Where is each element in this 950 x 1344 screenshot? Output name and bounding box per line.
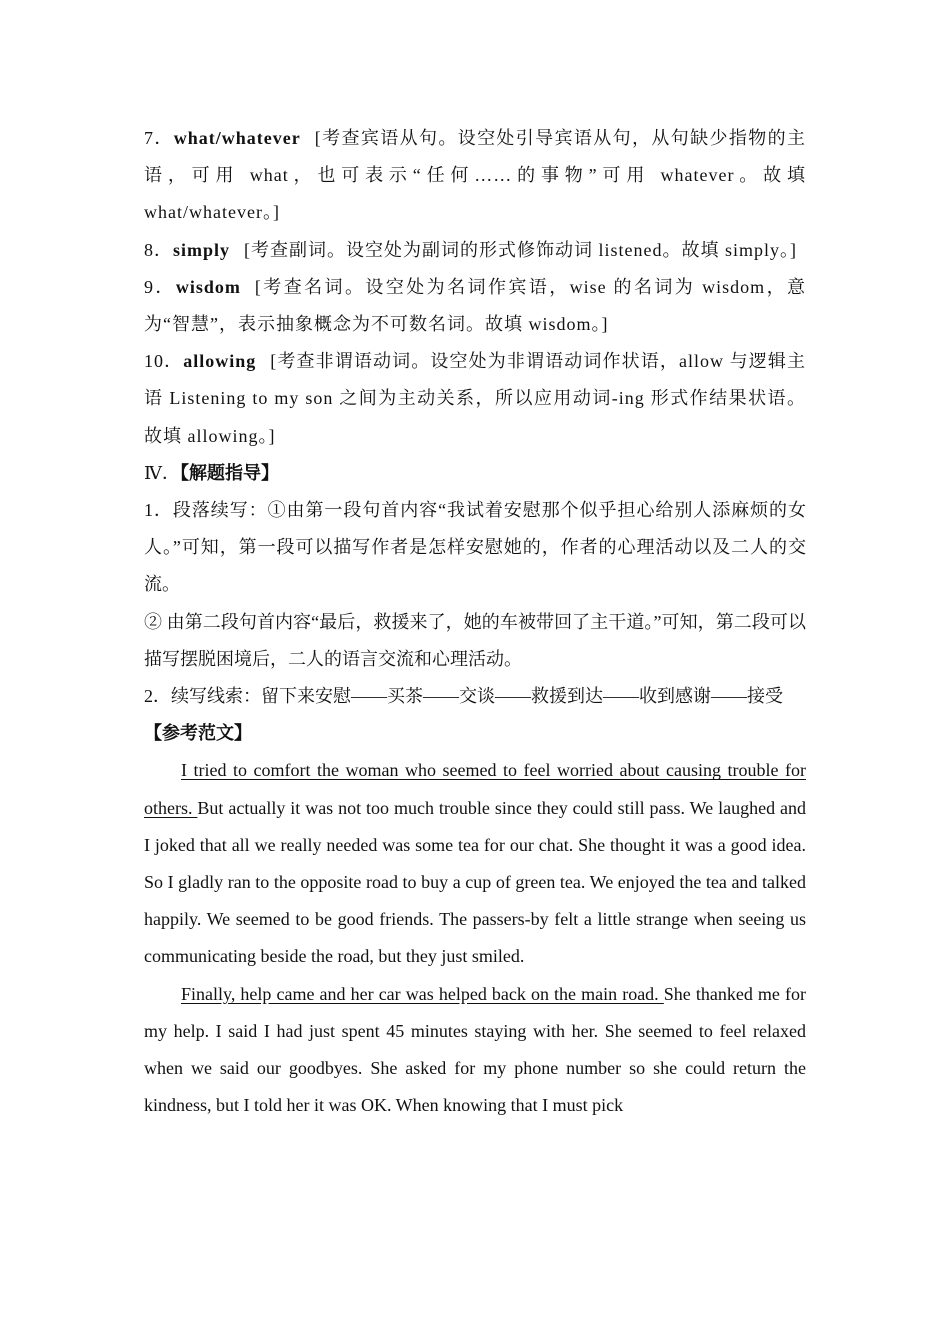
answer-word: what/whatever (173, 128, 301, 148)
answer-number: 7． (144, 128, 174, 148)
answer-7 (144, 120, 806, 232)
essay-paragraph-1 (144, 752, 806, 975)
essay-opening-sentence: I tried to comfort the woman who seemed to feel worried about causing trouble for others. (144, 760, 806, 818)
answer-word: wisdom (175, 276, 241, 297)
essay-paragraph-2 (144, 976, 806, 1125)
answer-explanation: [考查非谓语动词。设空处为非谓语动词作状语，allow 与逻辑主语 Listening to my son 之间为主动关系，所以应用动词-ing 形式作结果状语。故填 allowing。] (144, 351, 806, 446)
section-number: Ⅳ． (144, 462, 180, 483)
answer-10 (144, 343, 806, 455)
essay-opening-sentence: Finally, help came and her car was helped back on the main road. (181, 983, 664, 1004)
guide-paragraph-1: 1．段落续写：①由第一段句首内容“我试着安慰那个似乎担心给别人添麻烦的女人。”可知，第一段可以描写作者是怎样安慰她的，作者的心理活动以及二人的交流。 (144, 500, 806, 595)
section-heading (144, 455, 806, 492)
answer-number: 9． (144, 276, 176, 297)
guide-paragraph-2: ② 由第二段句首内容“最后，救援来了，她的车被带回了主干道。”可知，第二段可以描写摆脱困境后，二人的语言交流和心理活动。 (144, 611, 806, 669)
answer-explanation: [考查宾语从句。设空处引导宾语从句，从句缺少指物的主语，可用 what，也可表示“任何……的事物”可用 whatever。故填 what/whatever。] (144, 128, 806, 223)
guide-paragraph-3: 2．续写线索：留下来安慰——买茶——交谈——救援到达——收到感谢——接受 (144, 686, 783, 707)
answer-8 (144, 232, 806, 269)
reference-title: 【参考范文】 (144, 723, 252, 744)
document-content (144, 120, 806, 1124)
answer-word: allowing (183, 351, 257, 372)
answer-9 (144, 269, 806, 343)
answer-explanation: [考查副词。设空处为副词的形式修饰动词 listened。故填 simply。] (244, 239, 797, 260)
answer-number: 10． (144, 351, 184, 372)
section-title: 【解题指导】 (179, 462, 279, 483)
answer-explanation: [考查名词。设空处为名词作宾语，wise 的名词为 wisdom，意为“智慧”，表示抽象概念为不可数名词。故填 wisdom。] (144, 276, 807, 335)
answer-word: simply (173, 239, 231, 260)
essay-body: But actually it was not too much trouble since they could still pass. We laughed and I joked that all we really needed was some tea for our chat. She thought it was a good idea. So I gladly ran to the opposite road to buy a cup of green tea. We enjoyed the tea and talked happily. We seemed to be good friends. The passers-by felt a little strange when seeing us communicating beside the road, but they just smiled. (144, 797, 806, 967)
essay-body: She thanked me for my help. I said I had just spent 45 minutes staying with her. She seemed to feel relaxed when we said our goodbyes. She asked for my phone number so she could return the kindness, but I told her it was OK. When knowing that I must pick (144, 983, 806, 1116)
answer-number: 8． (144, 239, 173, 260)
